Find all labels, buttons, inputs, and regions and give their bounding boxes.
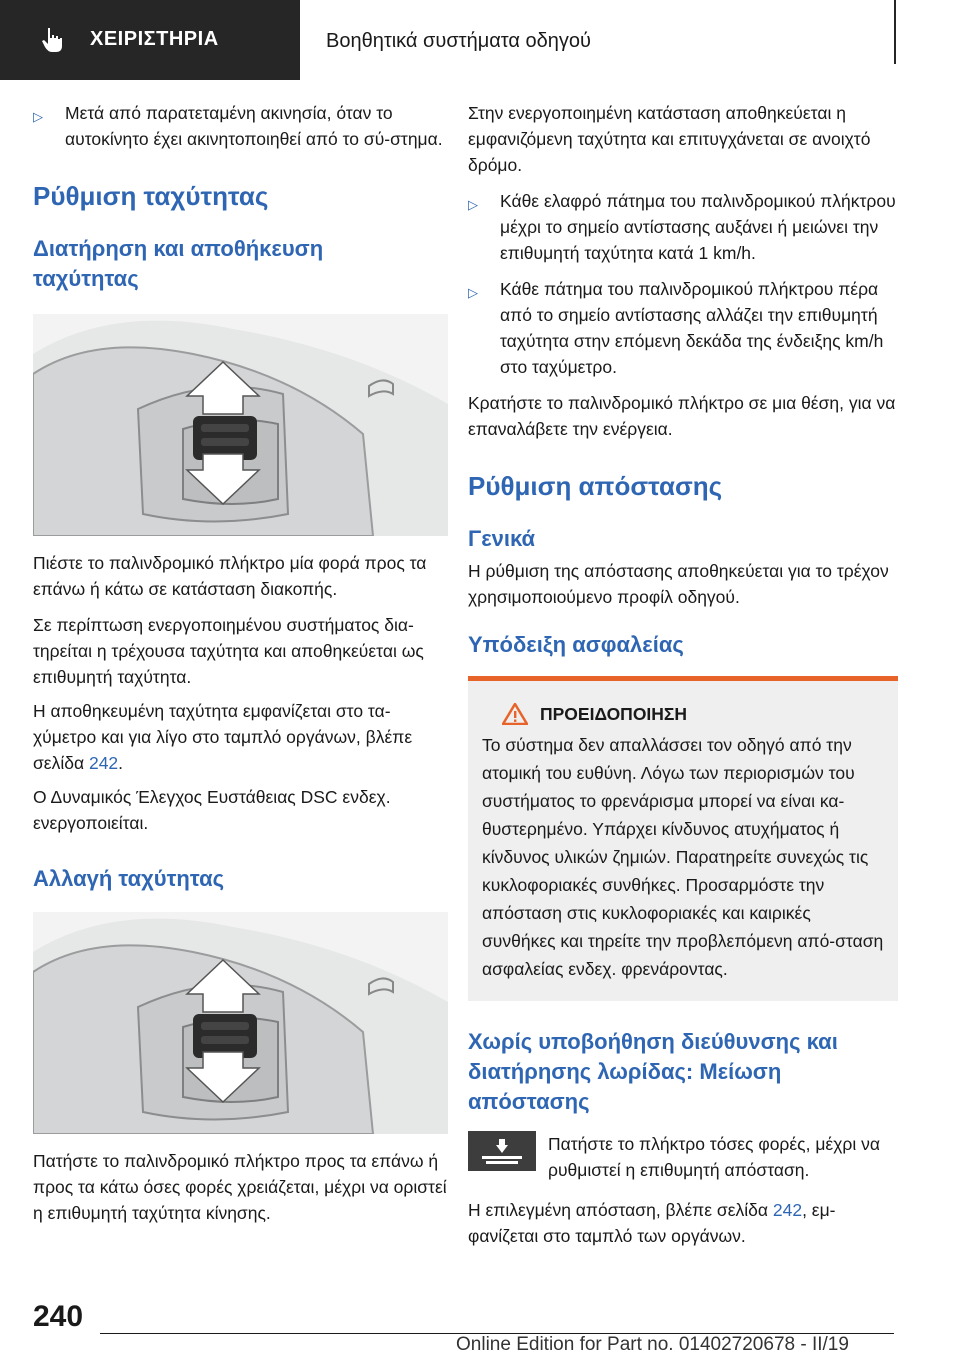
paragraph: Η επιλεγμένη απόσταση, βλέπε σελίδα 242, εμ-φανίζεται στο ταμπλό των οργάνων. bbox=[468, 1200, 836, 1246]
paragraph: Στην ενεργοποιημένη κατάσταση αποθηκεύεται η εμφανιζόμενη ταχύτητα και επιτυγχάνεται σε ανοιχτό δρόμο. bbox=[468, 103, 871, 175]
bullet-item: ▷ Μετά από παρατεταμένη ακινησία, όταν το αυτοκίνητο έχει ακινητοποιηθεί από το σύ-στημα. bbox=[33, 103, 443, 149]
bullet-item: ▷ Κάθε πάτημα του παλινδρομικού πλήκτρου πέρα από το σημείο αντίστασης αλλάζει την επιθυμητή ταχύτητα στην επόμενη δεκάδα της ένδειξης km/h στο ταχύμετρο. bbox=[468, 279, 884, 377]
paragraph: Πατήστε το παλινδρομικό πλήκτρο προς τα επάνω ή προς τα κάτω όσες φορές χρειάζεται, μέχρι να οριστεί η επιθυμητή ταχύτητα κίνησης. bbox=[33, 1151, 447, 1223]
warning-box bbox=[468, 676, 898, 1001]
warning-title: ΠΡΟΕΙΔΟΠΟΙΗΣΗ bbox=[482, 703, 884, 725]
heading-no-assist: Χωρίς υποβοήθηση διεύθυνσης και διατήρησης λωρίδας: Μείωση απόστασης bbox=[468, 1029, 838, 1114]
paragraph: Σε περίπτωση ενεργοποιημένου συστήματος δια-τηρείται η τρέχουσα ταχύτητα και αποθηκεύεται ως επιθυμητή ταχύτητα. bbox=[33, 615, 424, 687]
paragraph: Η αποθηκευμένη ταχύτητα εμφανίζεται στο τα-χύμετρο και για λίγο στο ταμπλό οργάνων, βλέπε σελίδα 242. bbox=[33, 701, 413, 773]
heading-distance-setting: Ρύθμιση απόστασης bbox=[468, 471, 723, 501]
paragraph: Η ρύθμιση της απόστασης αποθηκεύεται για το τρέχον χρησιμοποιούμενο προφίλ οδηγού. bbox=[468, 561, 889, 607]
right-column bbox=[468, 100, 898, 1249]
bullet-triangle-icon: ▷ bbox=[468, 285, 478, 300]
heading-speed-setting: Ρύθμιση ταχύτητας bbox=[33, 181, 269, 211]
paragraph: Πιέστε το παλινδρομικό πλήκτρο μία φορά προς τα επάνω ή κάτω σε κατάσταση διακοπής. bbox=[33, 553, 427, 599]
warning-triangle-icon bbox=[502, 703, 528, 725]
distance-reduce-button-icon bbox=[468, 1131, 536, 1171]
bullet-item: ▷ Κάθε ελαφρό πάτημα του παλινδρομικού πλήκτρου μέχρι το σημείο αντίστασης αυξάνει ή μειώνει την επιθυμητή ταχύτητα κατά 1 km/h. bbox=[468, 191, 896, 263]
paragraph: Ο Δυναμικός Έλεγχος Ευστάθειας DSC ενδεχ. ενεργοποιείται. bbox=[33, 787, 391, 833]
section-tab-label: ΧΕΙΡΙΣΤΗΡΙΑ bbox=[90, 28, 219, 50]
paragraph: Κρατήστε το παλινδρομικό πλήκτρο σε μια θέση, για να επαναλάβετε την ενέργεια. bbox=[468, 393, 896, 439]
hand-pointer-icon bbox=[40, 26, 66, 59]
heading-safety-note: Υπόδειξη ασφαλείας bbox=[468, 632, 684, 657]
distance-button-row bbox=[468, 1131, 898, 1183]
steering-wheel-figure-2 bbox=[33, 912, 448, 1134]
page-link-242[interactable]: 242 bbox=[88, 753, 119, 773]
chapter-tab-label: Βοηθητικά συστήματα οδηγού bbox=[326, 30, 591, 52]
warning-text: Το σύστημα δεν απαλλάσσει τον οδηγό από την ατομική του ευθύνη. Λόγω των περιορισμών του συστήματος το φρενάρισμα μπορεί να είναι κα-θυστερημένο. Υπάρχει κίνδυνος ατυχήματος ή κίνδυνος υλικών ζημιών. Παρατηρείτε συνεχώς τις κυκλοφοριακές συνθήκες. Προσαρμόστε την απόσταση στις κυκλοφοριακές και καιρικές συνθήκες και τηρείτε την προβλεπόμενη από-σταση ασφαλείας ενδεχ. φρενάροντας. bbox=[482, 735, 884, 979]
page-number: 240 bbox=[33, 1300, 84, 1333]
bullet-triangle-icon: ▷ bbox=[468, 197, 478, 212]
heading-keep-speed: Διατήρηση και αποθήκευση ταχύτητας bbox=[33, 236, 324, 291]
heading-change-speed: Αλλαγή ταχύτητας bbox=[33, 866, 225, 891]
steering-wheel-figure-1 bbox=[33, 314, 448, 536]
paragraph: Πατήστε το πλήκτρο τόσες φορές, μέχρι να ρυθμιστεί η επιθυμητή απόσταση. bbox=[548, 1134, 880, 1180]
left-column bbox=[33, 100, 451, 1226]
section-tab-controls[interactable] bbox=[0, 0, 300, 80]
bullet-triangle-icon: ▷ bbox=[33, 109, 43, 124]
page-header bbox=[0, 0, 960, 80]
chapter-tab-driver-assist[interactable] bbox=[312, 0, 896, 64]
edition-info: Online Edition for Part no. 01402720678 - II/19 bbox=[456, 1334, 849, 1355]
page-link-242[interactable]: 242 bbox=[772, 1200, 803, 1220]
heading-general: Γενικά bbox=[468, 526, 536, 551]
